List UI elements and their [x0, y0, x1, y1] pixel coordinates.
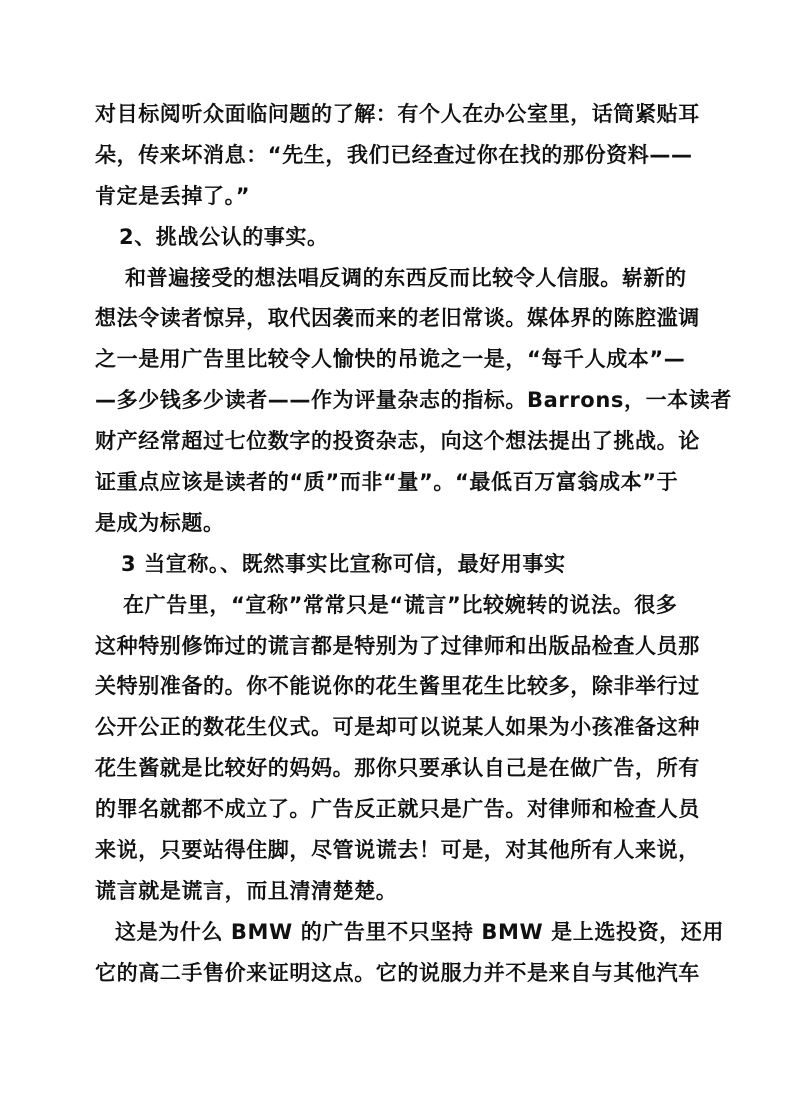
text-line: 之一是用广告里比较令人愉快的吊诡之一是，“每千人成本”—	[95, 347, 686, 372]
text-line: 来说，只要站得住脚，尽管说谎去！可是，对其他所有人来说，	[95, 838, 700, 863]
text-line: 公开公正的数花生仪式。可是却可以说某人如果为小孩准备这种	[95, 715, 700, 740]
text-line: 朵，传来坏消息：“先生，我们已经查过你在找的那份资料——	[95, 142, 693, 167]
text-line: 关特别准备的。你不能说你的花生酱里花生比较多，除非举行过	[95, 674, 700, 699]
text-line: —多少钱多少读者——作为评量杂志的指标。Barrons，一本读者	[95, 388, 732, 413]
text-line: 的罪名就都不成立了。广告反正就只是广告。对律师和检查人员	[95, 797, 700, 822]
text-line: 它的高二手售价来证明这点。它的说服力并不是来自与其他汽车	[95, 960, 700, 985]
body-text	[95, 94, 732, 994]
text-line: 和普遍接受的想法唱反调的东西反而比较令人信服。崭新的	[125, 265, 687, 290]
text-line: 想法令读者惊异，取代因袭而来的老旧常谈。媒体界的陈腔滥调	[95, 306, 700, 331]
text-line: 花生酱就是比较好的妈妈。那你只要承认自己是在做广告，所有	[95, 756, 700, 781]
text-line: 证重点应该是读者的“质”而非“量”。“最低百万富翁成本”于	[95, 470, 679, 495]
text-line: 肯定是丢掉了。”	[95, 183, 251, 208]
text-line: 在广告里，“宣称”常常只是“谎言”比较婉转的说法。很多	[123, 592, 678, 617]
text-line: 这种特别修饰过的谎言都是特别为了过律师和出版品检查人员那	[95, 633, 700, 658]
section-heading-2: 2、挑战公认的事实。	[119, 224, 329, 249]
text-line: 对目标阅听众面临问题的了解：有个人在办公室里，话筒紧贴耳	[95, 102, 700, 126]
text-line: 是成为标题。	[95, 510, 225, 535]
text-line: 谎言就是谎言，而且清清楚楚。	[95, 878, 398, 903]
text-line: 财产经常超过七位数字的投资杂志，向这个想法提出了挑战。论	[95, 429, 700, 454]
text-line: 这是为什么 BMW 的广告里不只坚持 BMW 是上选投资，还用	[115, 919, 724, 944]
section-heading-3: 3 当宣称。、既然事实比宣称可信，最好用事实	[121, 551, 566, 576]
